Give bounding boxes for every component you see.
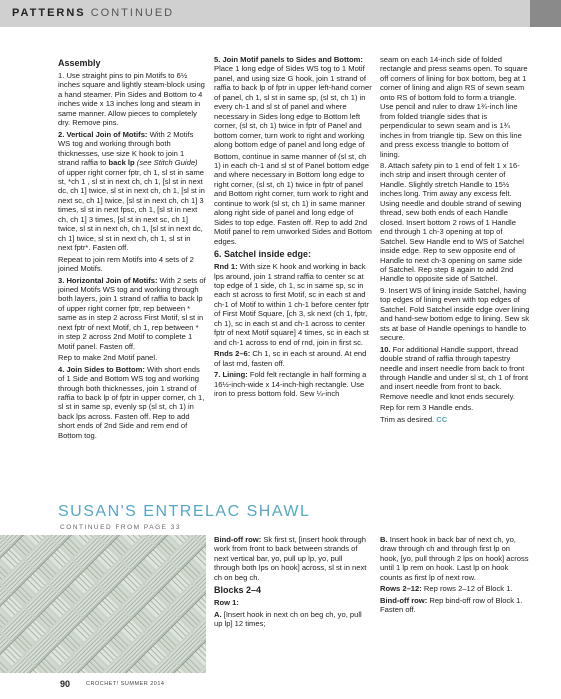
header-continued: CONTINUED [90,7,175,19]
rnds-2-6-lead: Rnds 2–6: [214,349,251,359]
shawl-title: SUSAN'S ENTRELAC SHAWL [58,503,311,520]
rnd-1-lead: Rnd 1: [214,262,238,272]
step-a [214,610,370,629]
column-1 [58,55,206,442]
step-10-text: For additional Handle support, thread double strand of raffia through tapestry needle and insert needle from back to front through Handle and under sl st, ch 1 of front and insert needle from front to back. Remove needle and knot ends securely. [380,344,529,401]
step-4-text: With short ends of 1 Side and Bottom WS tog and working through both thicknesses, join 1 strand of raffia to back lp of fptr in upper corner, ch 1, sl st in same sp, evenly sp (sl st, ch 1) in back lps across. Fasten off. Rep to add short ends of 2nd Side and rem end of Bottom tog. [58,364,205,440]
step-10 [380,345,530,402]
page-number: 90 [60,679,71,689]
step-1: 1. Use straight pins to pin Motifs to 6½ inches square and lightly steam-block using a hand steamer. Pin Sides and Bottom to 4 inches wide x 13 inches long and steam in same manner. Allow pieces to completely dry. Remove pins. [58,71,205,128]
step-8: 8. Attach safety pin to 1 end of felt 1 x 16-inch strip and insert through center of Handle. Slightly stretch Handle to 15½ inches long. Trim away any excess felt. Using needle and double strand of sewing thread, sew both ends of each Handle closed. Insert bottom 2 rows of 1 Handle end through 1 ch-3 opening at top of Satchel. Sew Handle end to WS of Satchel inside edge. Rep to sew opposite end of Handle to next ch-3 opening on same side of Satchel. Rep step 8 again to add 2nd Handle to opposite side of Satchel. [380,160,524,284]
step-5 [214,55,374,150]
step-a-text: [Insert hook in next ch on beg ch, yo, pull up lp] 12 times; [214,609,362,629]
step-3 [58,276,206,352]
step-2-stitch-guide: (see Stitch Guide) [134,158,198,168]
satchel-heading: 6. Satchel inside edge: [214,249,312,260]
header-tab [530,0,561,27]
header-section: PATTERNS [12,7,86,19]
page-header [0,0,561,27]
step-2-text-a: With 2 Motifs WS tog and working through both thicknesses, use size K hook to join 1 strand raffia to [58,129,194,168]
trim-note [380,415,530,424]
rows-2-12-text: Rep rows 2–12 of Block 1. [421,584,513,594]
step-b [380,535,530,582]
rows-2-12 [380,584,530,593]
rnds-2-6-text: Ch 1, sc in each st around. At end of last rnd, fasten off. [214,349,367,368]
bind-off-text: Sk first st, [insert hook through work from front to back between strands of next vertical bar, yo, pull up lp, yo, pull through both lps on hook] across, sl st in next ch on beg ch. [214,535,367,582]
step-3-lead: 3. Horizontal Join of Motifs: [58,275,158,285]
column-2 [214,55,374,400]
step-b-text: Insert hook in back bar of next ch, yo, draw through ch and through first lp on hook, [yo, pull through 2 lps on hook] across until 1 lp rem on hook. Last lp on hook counts as first lp of next row. [380,535,529,582]
step-2-text-b: of upper right corner fptr, ch 1, sl st in same st, *ch 1 , sl st in next ch, ch 1, [sl st in next dc, ch 1] twice, sl st in next ch, ch 1, [sl st in next sc, ch 1] twice, [sl st in next ch, ch 1] 3 times, sl st in next fpsc, ch 1, [sl st in next ch, ch 1] 3 times, [sl st in next sc, ch 1] twice, sl st in next ch, ch 1, [sl st in next dc, ch 1] twice, sl st in next ch, ch 1, sl st in next fptr*. Fasten off. [58,167,205,253]
step-a-lead: A. [214,609,222,619]
bind-off-row [214,535,370,582]
column-3 [380,55,530,426]
step-2 [58,130,206,253]
rnds-2-6 [214,349,374,368]
row-1-label: Row 1: [214,598,239,608]
step-7-lead: 7. Lining: [214,370,248,380]
step-10-lead: 10. [380,344,391,354]
entrelac-texture-image [0,535,206,673]
magazine-name: CROCHET! SUMMER 2014 [86,681,165,687]
step-3-text: With 2 sets of joined Motifs WS tog and working through both layers, join 1 strand of raffia to back lp of upper right corner fptr, rep between * same as in step 2 across First Motif, sl st in next fptr of next Motif, ch 1, rep between * in step 2 across 2nd Motif to complete 1 Motif panel. Fasten off. [58,275,206,351]
step-4-lead: 4. Join Sides to Bottom: [58,364,145,374]
header-title [12,7,174,19]
shawl-col-a [214,535,370,631]
shawl-col-b [380,535,530,617]
repeat-handles: Rep for rem 3 Handle ends. [380,403,474,413]
step-7-cont: seam on each 14-inch side of folded rectangle and press seams open. To square off corners of lining for box bottom, beg at 1 corner of lining and align RS of sewn seam onto RS of bottom fold to form a triangle. Use pencil and ruler to draw 1¾-inch line from folded triangle sides that is perpendicular to sewn seam and is 1¾ inches in from triangle tip. Sew on this line and press excess triangle to bottom of lining. [380,55,528,159]
rnd-1 [214,262,374,347]
step-3-repeat: Rep to make 2nd Motif panel. [58,353,158,363]
rows-2-12-lead: Rows 2–12: [380,584,422,594]
step-2-repeat: Repeat to join rem Motifs into 4 sets of 2 joined Motifs. [58,254,194,274]
step-2-back-lp: back lp [108,158,135,168]
step-5-cont: Bottom, continue in same manner of (sl st, ch 1) in each ch-1 and sl st of Panel bottom edge and where necessary in Bottom long edge to right corner, (sl st, ch 1) twice in fptr of panel and Bottom right corner, turn work to right and continue to work (sl st, ch 1) in same manner along right side of panel and long edge of Sides to top edge. Fasten off. Rep to add 2nd Motif panel to rem unworked Sides and Bottom edges. [214,151,372,246]
step-b-lead: B. [380,535,388,544]
bind-off-row-2 [380,596,530,615]
assembly-heading: Assembly [58,58,101,68]
trim-text: Trim as desired. [380,414,435,424]
end-mark: CC [436,414,448,424]
shawl-photo [0,535,206,673]
bind-off-2-text: Rep bind-off row of Block 1. Fasten off. [380,595,523,615]
step-9: 9. Insert WS of lining inside Satchel, having top edges of lining even with top edges of Satchel. Fold Satchel inside edge over lining and hand-sew bottom edge to lining. Sew sk sts at base of Handle openings to handle to secure. [380,285,530,343]
step-7-text: Fold felt rectangle in half forming a 16½-inch-wide x 14-inch-high rectangle. Use iron to press bottom fold. Sew ¼-inch [214,370,367,398]
step-7 [214,370,374,398]
bind-off-lead: Bind-off row: [214,535,262,544]
step-5-text: Place 1 long edge of Sides WS tog to 1 Motif panel, and using size G hook, join 1 strand of raffia to back lp of fptr in upper left-hand corner of panel, ch 1, sl st in same sp, (sl st, ch 1) in every ch-1 and sl st of panel and where necessary in Sides long edge to Bottom left corner, (sl st, ch 1) twice in fptr of Panel and bottom corner, turn work to right and working along bottom edge of panel and long edge of [214,64,372,150]
bind-off-2-lead: Bind-off row: [380,595,428,605]
step-2-lead: 2. Vertical Join of Motifs: [58,129,148,139]
blocks-heading: Blocks 2–4 [214,585,262,596]
shawl-subtitle: CONTINUED FROM PAGE 33 [60,524,182,531]
step-5-lead: 5. Join Motif panels to Sides and Bottom: [214,55,363,64]
step-4 [58,365,206,441]
rnd-1-text: With size K hook and working in back lps around, join 1 strand raffia to center sc at top edge of 1 side, ch 1, sc in same sp, sc in each st across to first Motif, sc in each st and ch-1 of Motif to within 1 ch-1 before center fptr of First Motif Square, [ch 3, sk next (ch 1, fptr, ch 1), sc in each st and ch-1 across to center fptr of next Motif square] 4 times, sc in each st and ch-1 across to end of rnd, join in first sc. [214,262,369,347]
